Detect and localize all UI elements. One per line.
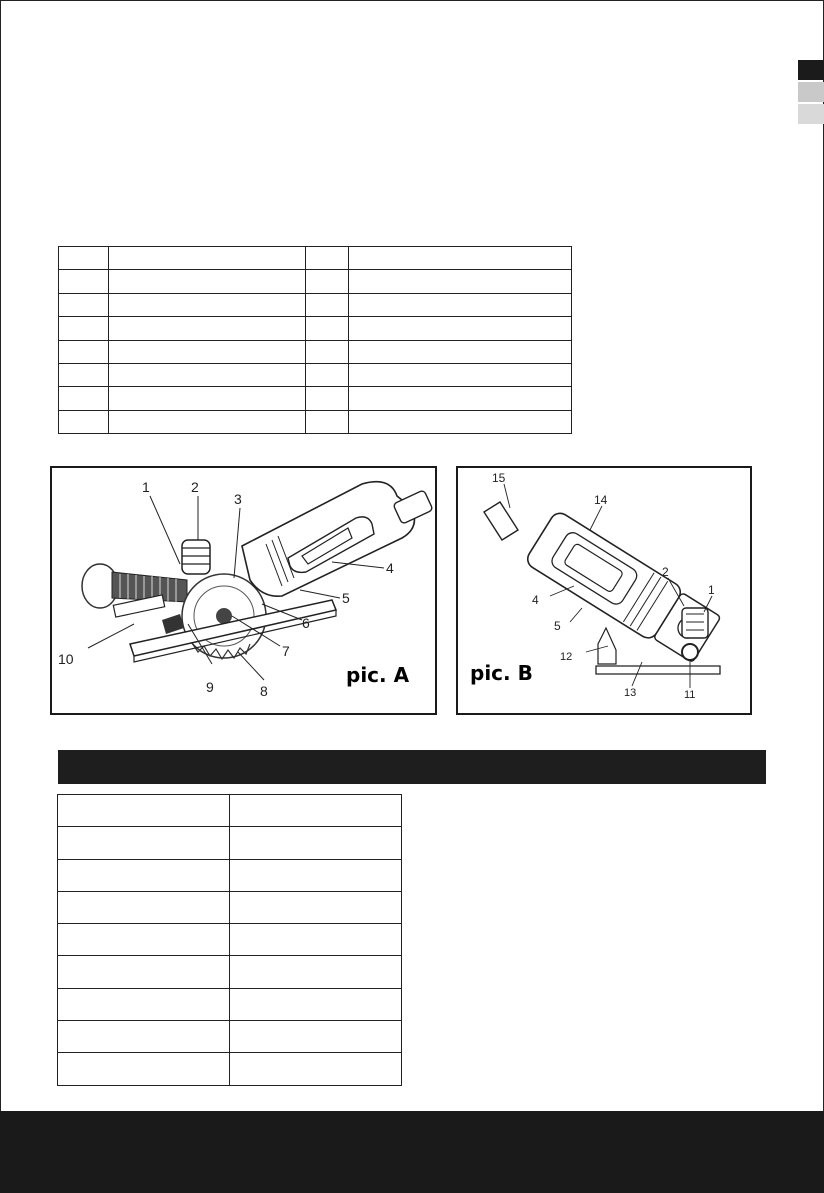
table-cell <box>109 317 306 340</box>
table-cell <box>109 247 306 270</box>
table-cell <box>230 956 402 988</box>
table-cell <box>230 795 402 827</box>
table-cell <box>230 988 402 1020</box>
callout-4: 4 <box>386 560 394 576</box>
callout-1: 1 <box>708 583 715 597</box>
table-cell <box>306 247 349 270</box>
table-row <box>58 891 402 923</box>
callout-11: 11 <box>684 689 696 701</box>
table-cell <box>230 859 402 891</box>
table-cell <box>306 387 349 410</box>
table-row <box>58 1021 402 1053</box>
table-cell <box>109 387 306 410</box>
callout-7: 7 <box>282 643 290 659</box>
side-tab[interactable] <box>798 104 824 124</box>
table-cell <box>306 410 349 433</box>
callout-1: 1 <box>142 479 150 495</box>
table-row <box>58 988 402 1020</box>
callout-4: 4 <box>532 593 539 607</box>
table-cell <box>306 363 349 386</box>
callout-15: 15 <box>492 471 506 485</box>
table-cell <box>349 247 572 270</box>
table-row <box>59 293 572 316</box>
table-cell <box>58 827 230 859</box>
table-row <box>59 410 572 433</box>
table-row <box>59 317 572 340</box>
callout-5: 5 <box>342 590 350 606</box>
footer-bar <box>0 1111 824 1193</box>
callout-3: 3 <box>234 491 242 507</box>
saw-illustration-b <box>458 468 750 713</box>
table-cell <box>349 363 572 386</box>
table-cell <box>109 363 306 386</box>
table-cell <box>59 410 109 433</box>
table-row <box>58 1053 402 1085</box>
figure-label-b: pic. B <box>470 661 533 685</box>
callout-13: 13 <box>624 687 637 699</box>
table-cell <box>230 891 402 923</box>
callout-2: 2 <box>662 565 669 579</box>
table-row <box>59 340 572 363</box>
table-cell <box>58 1021 230 1053</box>
table-cell <box>349 293 572 316</box>
table-cell <box>349 387 572 410</box>
figure-label-a: pic. A <box>346 663 410 687</box>
table-cell <box>349 317 572 340</box>
table-row <box>59 387 572 410</box>
table-cell <box>59 317 109 340</box>
figure-pic-b <box>456 466 752 715</box>
callout-9: 9 <box>206 679 214 695</box>
spec-table <box>57 794 402 1086</box>
table-row <box>58 827 402 859</box>
parts-table <box>58 246 572 434</box>
callout-12: 12 <box>560 651 573 663</box>
table-cell <box>349 410 572 433</box>
table-cell <box>58 924 230 956</box>
side-tab[interactable] <box>798 82 824 102</box>
table-cell <box>230 924 402 956</box>
table-cell <box>59 363 109 386</box>
table-row <box>58 956 402 988</box>
table-row <box>58 795 402 827</box>
table-cell <box>230 1021 402 1053</box>
saw-illustration-a <box>52 468 435 713</box>
table-row <box>59 247 572 270</box>
callout-14: 14 <box>594 493 608 507</box>
table-cell <box>109 410 306 433</box>
table-cell <box>58 795 230 827</box>
table-cell <box>230 827 402 859</box>
table-cell <box>58 891 230 923</box>
table-row <box>59 270 572 293</box>
table-cell <box>306 317 349 340</box>
table-cell <box>109 270 306 293</box>
table-cell <box>59 293 109 316</box>
table-row <box>59 363 572 386</box>
table-cell <box>58 988 230 1020</box>
table-cell <box>59 387 109 410</box>
callout-8: 8 <box>260 683 268 699</box>
callout-5: 5 <box>554 619 561 633</box>
callout-6: 6 <box>302 615 310 631</box>
table-cell <box>349 270 572 293</box>
callout-10: 10 <box>58 651 74 667</box>
table-cell <box>306 270 349 293</box>
table-row <box>58 924 402 956</box>
side-tab-active[interactable] <box>798 60 824 80</box>
table-cell <box>306 340 349 363</box>
table-row <box>58 859 402 891</box>
table-cell <box>230 1053 402 1085</box>
section-heading-band <box>58 750 766 784</box>
table-cell <box>349 340 572 363</box>
table-cell <box>58 956 230 988</box>
table-cell <box>59 247 109 270</box>
figure-pic-a <box>50 466 437 715</box>
table-cell <box>58 1053 230 1085</box>
callout-2: 2 <box>191 479 199 495</box>
table-cell <box>306 293 349 316</box>
table-cell <box>109 293 306 316</box>
table-cell <box>59 340 109 363</box>
table-cell <box>58 859 230 891</box>
table-cell <box>109 340 306 363</box>
table-cell <box>59 270 109 293</box>
